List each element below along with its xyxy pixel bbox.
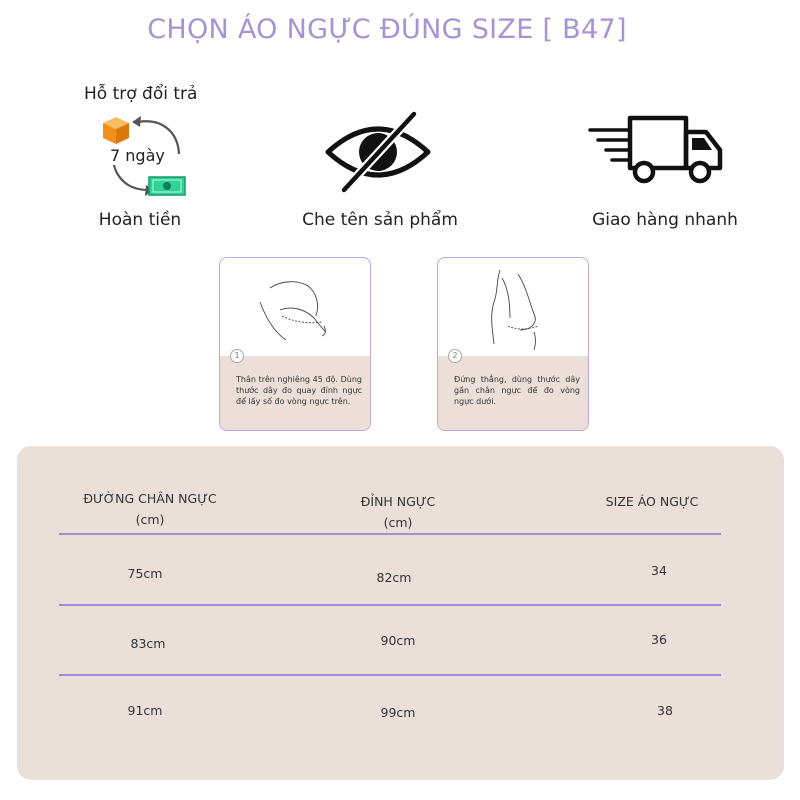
cell-size-1: 34 [651, 563, 667, 578]
upper-bust-illustration [220, 258, 370, 356]
cell-underbust-2: 83cm [130, 636, 166, 651]
measure-card-2 [437, 257, 589, 431]
cell-size-2: 36 [651, 632, 667, 647]
cell-underbust-1: 75cm [127, 566, 163, 581]
step-badge-2: 2 [448, 349, 462, 363]
refund-label: Hoàn tiền [98, 210, 182, 230]
cell-bust-2: 90cm [380, 633, 416, 648]
box-icon [99, 114, 133, 146]
cell-bust-1: 82cm [376, 570, 412, 585]
delivery-truck-icon [588, 110, 728, 190]
table-divider [59, 533, 721, 535]
seven-days-label: 7 ngày [110, 146, 165, 165]
hide-name-label: Che tên sản phẩm [302, 210, 458, 230]
page-title: CHỌN ÁO NGỰC ĐÚNG SIZE [ B47] [147, 14, 627, 45]
cell-bust-3: 99cm [380, 705, 416, 720]
header-size: SIZE ÁO NGỰC [605, 494, 699, 509]
fast-delivery-label: Giao hàng nhanh [592, 210, 738, 230]
header-bust: ĐỈNH NGỰC (cm) [360, 494, 436, 530]
cash-icon [147, 174, 187, 198]
measure-instruction-2: Đứng thẳng, dùng thước dây gần chân ngực để đo vòng ngực dưới. [454, 375, 580, 406]
measure-card-1 [219, 257, 371, 431]
cell-size-3: 38 [657, 703, 673, 718]
table-divider [59, 604, 721, 606]
eye-slash-icon [322, 110, 434, 194]
measure-instruction-1: Thân trên nghiêng 45 độ. Dùng thước dây đo quay đỉnh ngực để lấy số đo vòng ngực trên. [236, 375, 362, 406]
header-underbust: ĐƯỜNG CHÂN NGỰC (cm) [83, 491, 217, 527]
exchange-support-label: Hỗ trợ đổi trả [84, 84, 198, 104]
under-bust-illustration [438, 258, 588, 356]
table-divider [59, 674, 721, 676]
measure-note-1 [220, 351, 370, 430]
cell-underbust-3: 91cm [127, 703, 163, 718]
step-badge-1: 1 [230, 349, 244, 363]
measure-note-2 [438, 351, 588, 430]
